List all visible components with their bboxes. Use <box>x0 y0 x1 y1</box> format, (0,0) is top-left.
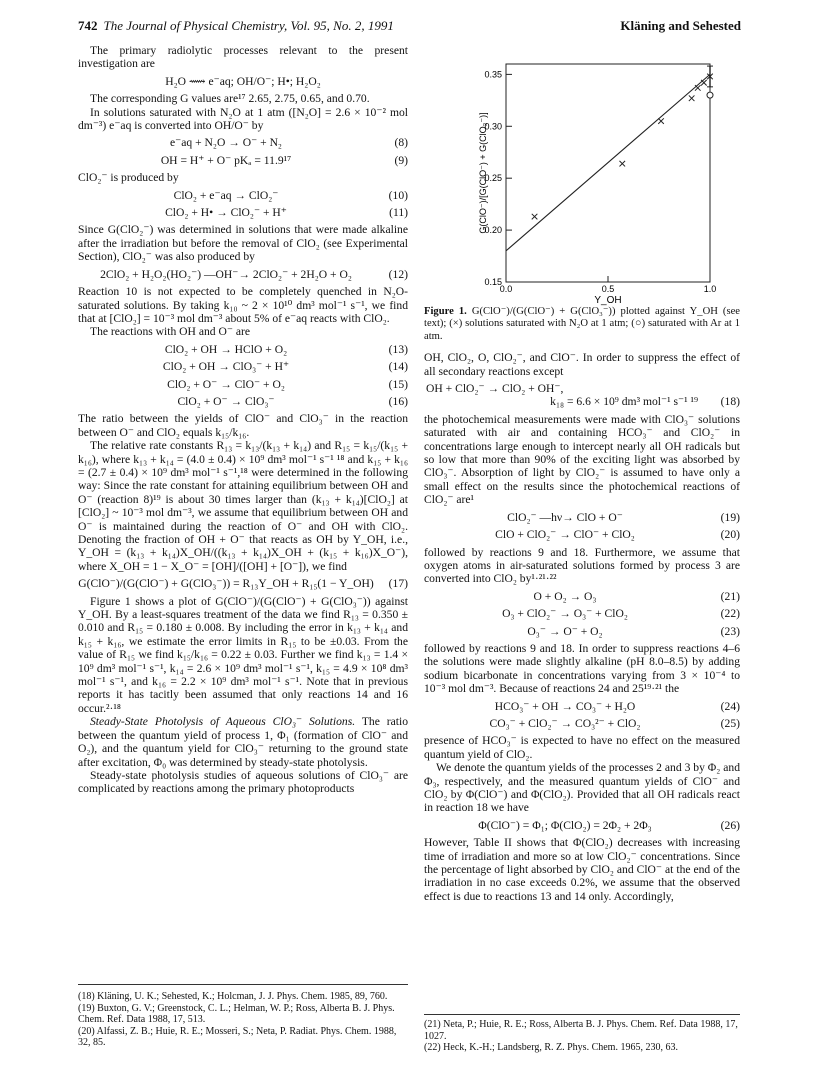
y-tick-label: 0.15 <box>484 277 502 287</box>
equation-text: ClO₂ + e⁻aq → ClO₂⁻ <box>173 188 279 202</box>
equation-number: (25) <box>720 716 740 730</box>
equation-18a: OH + ClO₂⁻ → ClO₂ + OH⁻, <box>426 382 564 396</box>
equation-22 <box>424 607 740 620</box>
equation-26 <box>424 819 740 832</box>
y-tick-label: 0.30 <box>484 121 502 132</box>
equation-number: (10) <box>388 188 408 202</box>
equation-21 <box>424 590 740 603</box>
equation-text: ClO₂ + OH → ClO₃⁻ + H⁺ <box>162 360 290 374</box>
paragraph-text: The ratio between the quantum yield of process 1, Φ₁ (formation of ClO⁻ and O₂), and the quantum yield for ClO₃⁻ returning to the ground state after excitation, Φ₀ was determined by steady-state photolysis. <box>78 715 409 769</box>
data-point-n2o <box>658 118 664 124</box>
paragraph: The reactions with OH and O⁻ are <box>90 325 251 339</box>
equation-25 <box>424 717 740 730</box>
footnotes-right <box>424 1014 740 1054</box>
equation-10 <box>78 189 408 202</box>
paragraph: Figure 1 shows a plot of G(ClO⁻)/(G(ClO⁻) + G(ClO₃⁻)) against Y_OH. By a least-squares treatment of the data we find R₁₃ = 0.350 ± 0.010 and R₁₅ = 0.180 ± 0.008. By including the error in k₁₃ + k₁₄ and k₁₅ + k₁₆, we estimate the error limits in R₁₅ to be ±0.03. From the value of R₁₅ we find k₁₅/k₁₆ = 0.22 ± 0.03. Further we find k₁₃ = 1.4 × 10⁹ dm³ mol⁻¹ s⁻¹, k₁₄ = 2.6 × 10⁹ dm³ mol⁻¹ s⁻¹, k₁₅ = 4.9 × 10⁸ dm³ mol⁻¹ s⁻¹, and k₁₆ = 2.2 × 10⁹ dm³ mol⁻¹ s⁻¹. Note that in previous reports it has tacitly been assumed that only reactions 14 and 16 occur.²·¹⁸ <box>78 594 408 715</box>
running-authors: Kläning and Sehested <box>620 18 741 33</box>
equation-text: 2ClO₂ + H₂O₂(HO₂⁻) —OH⁻→ 2ClO₂⁻ + 2H₂O + O₂ <box>100 267 352 281</box>
equation-text: OH = H⁺ + O⁻ pKₐ = 11.9¹⁷ <box>160 153 292 167</box>
paragraph: Reaction 10 is not expected to be completely quenched in N₂O-saturated solutions. By taking k₁₀ ~ 2 × 10¹⁰ dm³ mol⁻¹ s⁻¹, we find that at [ClO₂] = 10⁻³ mol dm⁻³ about 5% of e⁻aq reacts with ClO₂. <box>78 285 408 325</box>
x-tick-label: 0.5 <box>601 284 615 294</box>
x-axis-label: Y_OH <box>594 295 622 306</box>
equation-number: (17) <box>388 577 408 591</box>
equation-number: (23) <box>720 624 740 638</box>
paragraph: We denote the quantum yields of the processes 2 and 3 by Φ₂ and Φ₃, respectively, and the measured quantum yields of ClO⁻ and ClO₂ by Φ(ClO⁻) and Φ(ClO₂). Provided that all OH radicals react in reaction 18 we have <box>424 761 740 815</box>
equation-24 <box>424 700 740 713</box>
equation-text: CO₃⁻ + ClO₂⁻ → CO₃²⁻ + ClO₂ <box>489 716 641 730</box>
equation-20 <box>424 528 740 541</box>
equation-17 <box>78 577 408 590</box>
equation-text: ClO₂ + H• → ClO₂⁻ + H⁺ <box>165 206 287 220</box>
equation-23 <box>424 625 740 638</box>
equation-text: HCO₃⁻ + OH → CO₃⁻ + H₂O <box>494 699 636 713</box>
data-point-n2o <box>532 214 538 220</box>
equation-18 <box>424 395 740 408</box>
equation-13 <box>78 343 408 356</box>
y-tick-label: 0.20 <box>484 225 502 236</box>
equation-text: ClO + ClO₂⁻ → ClO⁻ + ClO₂ <box>495 528 635 542</box>
equation-text: ClO₂⁻ —hν→ ClO + O⁻ <box>507 510 623 524</box>
equation-12 <box>78 268 408 281</box>
equation-text: Φ(ClO⁻) = Φ₁; Φ(ClO₂) = 2Φ₂ + 2Φ₃ <box>478 818 652 832</box>
data-point-n2o <box>695 85 701 91</box>
equation-text: O₃ + ClO₂⁻ → O₃⁻ + ClO₂ <box>502 607 628 621</box>
y-axis-label: G(ClO⁻)/[G(ClO⁻) + G(ClO₃⁻)] <box>478 112 488 234</box>
journal-title: The Journal of Physical Chemistry, Vol. 95, No. 2, 1991 <box>103 18 394 33</box>
figure-1 <box>424 42 740 306</box>
footnotes-left <box>78 984 408 1049</box>
equation-text: ClO₂ + OH → HClO + O₂ <box>164 342 288 356</box>
equation-19 <box>424 511 740 524</box>
equation-number: (19) <box>720 510 740 524</box>
data-point-ar <box>707 92 713 98</box>
x-tick-label: 1.0 <box>703 284 717 294</box>
equation-number: (22) <box>720 607 740 621</box>
paragraph: The corresponding G values are¹⁷ 2.65, 2.75, 0.65, and 0.70. <box>90 92 370 106</box>
equation-number: (13) <box>388 342 408 356</box>
equation-text: k₁₈ = 6.6 × 10⁹ dm³ mol⁻¹ s⁻¹ ¹⁹ <box>550 395 698 409</box>
equation-11 <box>78 206 408 219</box>
data-point-n2o <box>701 80 707 86</box>
equation-number: (16) <box>388 394 408 408</box>
data-point-n2o <box>619 161 625 167</box>
equation-14 <box>78 360 408 373</box>
x-tick-label: 0.0 <box>499 284 513 294</box>
paragraph <box>78 715 408 769</box>
figure-label: Figure 1. <box>424 306 467 317</box>
equation-number: (11) <box>389 206 408 220</box>
footnote: (21) Neta, P.; Huie, R. E.; Ross, Alberta B. J. Phys. Chem. Ref. Data 1988, 17, 1027. <box>424 1019 738 1042</box>
section-heading: Steady-State Photolysis of Aqueous ClO₃⁻ Solutions. <box>90 715 356 729</box>
equation-number: (24) <box>720 699 740 713</box>
equation-text: e⁻aq + N₂O → O⁻ + N₂ <box>170 136 282 150</box>
paragraph: Steady-state photolysis studies of aqueous solutions of ClO₃⁻ are complicated by reactions among the primary photoproducts <box>78 768 408 796</box>
figure-caption <box>424 306 740 343</box>
paragraph: The relative rate constants R₁₃ = k₁₃/(k₁₃ + k₁₄) and R₁₅ = k₁₅/(k₁₅ + k₁₆), where k₁₃ + k₁₄ = (4.0 ± 0.4) × 10⁹ dm³ mol⁻¹ s⁻¹ ¹⁸ and k₁₅ + k₁₆ = (2.7 ± 0.4) × 10⁹ dm³ mol⁻¹ s⁻¹,¹⁸ were determined in the following way: Since the rate constant for attaining equilibrium between OH and O⁻ (reaction 8)¹⁹ is about 30 times larger than (k₁₃ + k₁₄)[ClO₂] at [ClO₂] ~ 10⁻³ mol dm⁻³, we assume that equilibrium between OH and O⁻ is maintained during the reaction of O⁻ and OH with ClO₂. Denoting the fraction of OH + O⁻ that reacts as OH by Y_OH, i.e., Y_OH = (k₁₃ + k₁₄)X_OH/((k₁₃ + k₁₄)X_OH + (k₁₅ + k₁₆)X_O⁻), where X_OH = 1 − X_O⁻ = [OH]/([OH] + [O⁻]), we find <box>78 439 408 573</box>
equation-15 <box>78 378 408 391</box>
footnote: (19) Buxton, G. V.; Greenstock, C. L.; Helman, W. P.; Ross, Alberta B. J. Phys. Chem. Ref. Data 1988, 17, 513. <box>78 1002 395 1025</box>
equation-number: (18) <box>720 395 740 409</box>
running-header <box>78 18 741 34</box>
equation-primary: H₂O ⟿ e⁻aq; OH/O⁻; H•; H₂O₂ <box>165 74 321 88</box>
equation-text: ClO₂ + O⁻ → ClO⁻ + O₂ <box>167 377 285 391</box>
plot-frame <box>506 64 710 282</box>
fit-line <box>506 74 710 250</box>
right-column <box>424 42 740 903</box>
equation-number: (12) <box>388 267 408 281</box>
paragraph: The ratio between the yields of ClO⁻ and ClO₃⁻ in the reaction between O⁻ and ClO₂ equals k₁₅/k₁₆. <box>78 412 408 439</box>
equation-text: O₃⁻ → O⁻ + O₂ <box>527 624 603 638</box>
figure-1-chart <box>424 42 740 306</box>
paragraph: OH, ClO₂, O, ClO₂⁻, and ClO⁻. In order to suppress the effect of all secondary reactions except <box>424 351 740 378</box>
equation-number: (20) <box>720 528 740 542</box>
y-tick-label: 0.35 <box>484 69 502 80</box>
equation-number: (26) <box>720 818 740 832</box>
left-column <box>78 44 408 796</box>
equation-number: (14) <box>388 360 408 374</box>
equation-16 <box>78 395 408 408</box>
equation-number: (9) <box>394 153 408 167</box>
y-tick-label: 0.25 <box>484 173 502 184</box>
paragraph: ClO₂⁻ is produced by <box>78 171 179 185</box>
page-number: 742 <box>78 18 98 33</box>
equation-text: G(ClO⁻)/(G(ClO⁻) + G(ClO₃⁻)) = R₁₃Y_OH + R₁₅(1 − Y_OH) <box>78 577 374 591</box>
paragraph: the photochemical measurements were made with ClO₃⁻ solutions saturated with air and containing HCO₃⁻ and ClO₂⁻ in concentrations large enough to intercept nearly all OH radicals but so low that more than 90% of the exciting light was absorbed by ClO₃⁻. Absorption of light by ClO₂⁻ is assumed to have only a small effect on the results since the photochemical reactions of ClO₂⁻ are¹ <box>424 412 740 507</box>
paragraph: presence of HCO₃⁻ is expected to have no effect on the measured quantum yield of ClO₂. <box>424 734 740 761</box>
paragraph: followed by reactions 9 and 18. In order to suppress reactions 4–6 the solutions were made slightly alkaline (pH 8.0–8.5) by adding sodium bicarbonate in concentrations varying from 3 × 10⁻⁴ to 10⁻³ mol dm⁻³. Because of reactions 24 and 25¹⁹·²¹ the <box>424 641 740 696</box>
paragraph: However, Table II shows that Φ(ClO₂) decreases with increasing time of irradiation and more so at low ClO₂⁻ concentrations. Since the percentage of light absorbed by ClO₂ and ClO⁻ at the end of the irradiation in no case exceeds 0.2%, we assume that the observed effect is due to reactions 13 and 14 only. Accordingly, <box>424 836 740 903</box>
data-point-n2o <box>689 95 695 101</box>
footnote: (20) Alfassi, Z. B.; Huie, R. E.; Mosseri, S.; Neta, P. Radiat. Phys. Chem. 1988, 32, 85. <box>78 1025 397 1048</box>
equation-8 <box>78 136 408 149</box>
paragraph: The primary radiolytic processes relevant to the present investigation are <box>78 44 408 71</box>
paragraph: In solutions saturated with N₂O at 1 atm ([N₂O] = 2.6 × 10⁻² mol dm⁻³) e⁻aq is converted into OH/O⁻ by <box>78 105 408 133</box>
equation-text: ClO₂ + O⁻ → ClO₃⁻ <box>177 394 275 408</box>
equation-text: O + O₂ → O₃ <box>533 589 597 603</box>
footnote: (22) Heck, K.-H.; Landsberg, R. Z. Phys. Chem. 1965, 230, 63. <box>424 1042 678 1053</box>
equation-number: (15) <box>388 377 408 391</box>
paragraph: Since G(ClO₂⁻) was determined in solutions that were made alkaline after the irradiation but before the removal of ClO₂ (see Experimental Section), ClO₂⁻ was also produced by <box>78 223 408 264</box>
equation-9 <box>78 154 408 167</box>
equation-number: (21) <box>720 589 740 603</box>
footnote: (18) Kläning, U. K.; Sehested, K.; Holcman, J. J. Phys. Chem. 1985, 89, 760. <box>78 991 388 1002</box>
paragraph: followed by reactions 9 and 18. Furthermore, we assume that oxygen atoms in air-saturated solutions formed by process 3 are converted into ClO₂ by¹·²¹·²² <box>424 545 740 586</box>
equation-number: (8) <box>394 136 408 150</box>
caption-text: G(ClO⁻)/(G(ClO⁻) + G(ClO₃⁻)) plotted against Y_OH (see text); (×) solutions saturated with N₂O at 1 atm; (○) saturated with Ar at 1 atm. <box>424 306 740 342</box>
